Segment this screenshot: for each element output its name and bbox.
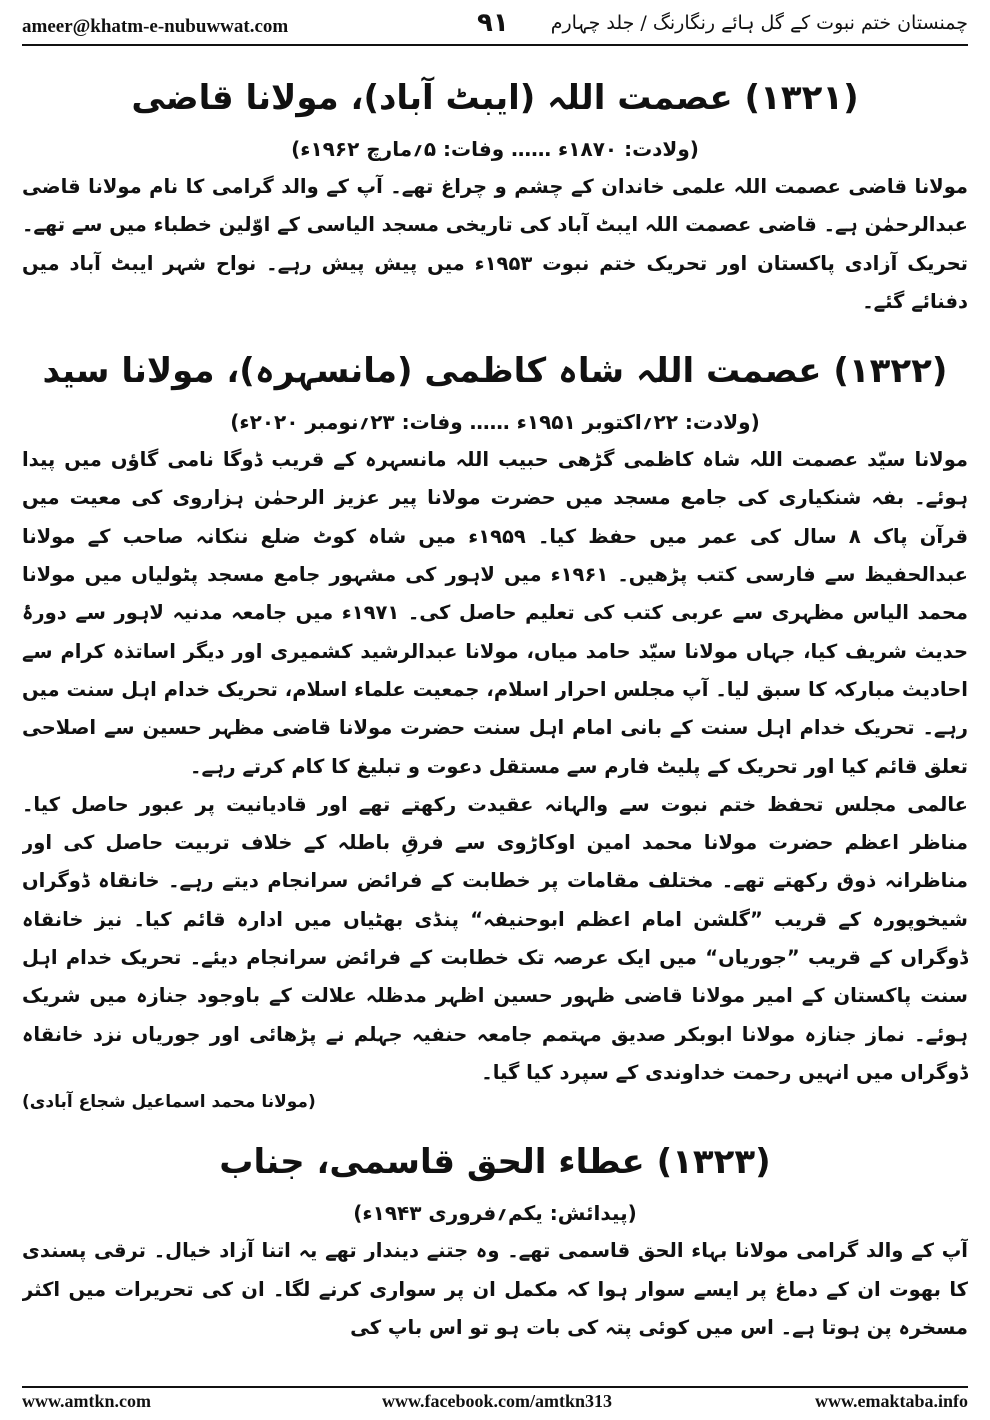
footer-link-facebook[interactable]: www.facebook.com/amtkn313 [382,1391,612,1411]
page-content [22,52,968,1380]
entry-heading: (۱۳۲۳) عطاء الحق قاسمی، جناب [219,1142,771,1183]
entry-heading: (۱۳۲۱) عصمت اللہ (ایبٹ آباد)، مولانا قاضی [131,78,859,118]
entry-paragraph: مولانا قاضی عصمت اللہ علمی خاندان کے چشم و چراغ تھے۔ آپ کے والد گرامی کا نام مولانا قاضی عبدالرحمٰن ہے۔ قاضی عصمت اللہ ایبٹ آباد کی تاریخی مسجد الیاسی کے اوّلین خطباء میں سے تھے۔ تحریک آزادی پاکستان اور تحریک ختم نبوت ۱۹۵۳ء میں پیش پیش رہے۔ نواح شہر ایبٹ آباد میں دفنائے گئے۔ [22,175,968,313]
page-header [22,8,968,46]
entry-credit: (مولانا محمد اسماعیل شجاع آبادی) [22,1092,316,1113]
entry-dates: (ولادت: ۲۲؍اکتوبر ۱۹۵۱ء …… وفات: ۲۳؍نومبر ۲۰۲۰ء) [230,410,760,435]
entry-heading: (۱۳۲۲) عصمت اللہ شاہ کاظمی (مانسہرہ)، مولانا سید [42,351,948,392]
entry-paragraph: عالمی مجلس تحفظ ختم نبوت سے والہانہ عقیدت رکھتے تھے اور قادیانیت پر عبور حاصل کیا۔ مناظر اعظم حضرت مولانا محمد امین اوکاڑوی سے فرقِ باطلہ کے خلاف تربیت حاصل کی اور مناظرانہ ذوق رکھتے تھے۔ مختلف مقامات پر خطابت کے فرائض سرانجام دیتے رہے۔ خانقاہ ڈوگراں شیخوپورہ کے قریب ”گلشن امام اعظم ابوحنیفہ“ پنڈی بھٹیاں میں ادارہ قائم کیا۔ نیز خانقاہ ڈوگراں کے قریب ”جوریاں“ میں ایک عرصہ تک خطابت کے فرائض سرانجام دیئے۔ تحریک خدام اہل سنت پاکستان کے امیر مولانا قاضی ظہور حسین اظہر مدظلہ علالت کے باوجود جنازہ میں شریک ہوئے۔ نماز جنازہ مولانا ابوبکر صدیق مہتمم جامعہ حنفیہ جہلم نے پڑھائی اور جوریاں نزد خانقاہ ڈوگراں میں انہیں رحمت خداوندی کے سپرد کیا گیا۔ [22,792,968,1084]
credit-line [22,1092,968,1112]
entry-dates: (ولادت: ۱۸۷۰ء …… وفات: ۵؍مارچ ۱۹۶۲ء) [291,137,699,161]
running-title: چمنستان ختم نبوت کے گل ہائے رنگارنگ / جلد چہارم [550,12,968,34]
entry-paragraph: آپ کے والد گرامی مولانا بہاء الحق قاسمی تھے۔ وہ جتنے دیندار تھے یہ اتنا آزاد خیال۔ ترقی پسندی کا بھوت ان کے دماغ پر ایسے سوار ہوا کہ مکمل ان پر سواری کرنے لگا۔ ان کی تحریرات میں اکثر مسخرہ پن ہوتا ہے۔ اس میں کوئی پتہ کی بات ہو تو اس باپ کی [22,1239,968,1339]
footer-link-emaktaba[interactable]: www.emaktaba.info [814,1391,968,1411]
header-email[interactable]: ameer@khatm-e-nubuwwat.com [22,16,289,37]
page-footer [22,1386,968,1412]
entry-paragraph: مولانا سیّد عصمت اللہ شاہ کاظمی گڑھی حبیب اللہ مانسہرہ کے قریب ڈوگا نامی گاؤں میں پیدا ہوئے۔ بفہ شنکیاری کی جامع مسجد میں حضرت مولانا پیر عزیز الرحمٰن ہزاروی کی معیت میں قرآن پاک ۸ سال کی عمر میں حفظ کیا۔ ۱۹۵۹ء میں شاہ کوٹ ضلع ننکانہ صاحب کے مولانا عبدالحفیظ سے فارسی کتب پڑھیں۔ ۱۹۶۱ء میں لاہور کی مشہور جامع مسجد پٹولیاں میں مولانا محمد الیاس مظہری سے عربی کتب کی تعلیم حاصل کی۔ ۱۹۷۱ء میں جامعہ مدنیہ لاہور سے دورۂ حدیث شریف کیا، جہاں مولانا سیّد حامد میاں، مولانا عبدالرشید کشمیری اور دیگر اساتذہ کرام سے احادیث مبارکہ کا سبق لیا۔ آپ مجلس احرار اسلام، جمعیت علماء اسلام، تحریک خدام اہل سنت میں رہے۔ تحریک خدام اہل سنت کے بانی امام اہل سنت حضرت مولانا قاضی مظہر حسین سے اصلاحی تعلق قائم کیا اور تحریک کے پلیٹ فارم سے مستقل دعوت و تبلیغ کا کام کرتے رہے۔ [22,448,968,778]
footer-link-amtkn[interactable]: www.amtkn.com [22,1391,151,1411]
entry-dates: (پیدائش: یکم؍فروری ۱۹۴۳ء) [353,1201,637,1226]
page-number: ۹۱ [477,8,509,38]
